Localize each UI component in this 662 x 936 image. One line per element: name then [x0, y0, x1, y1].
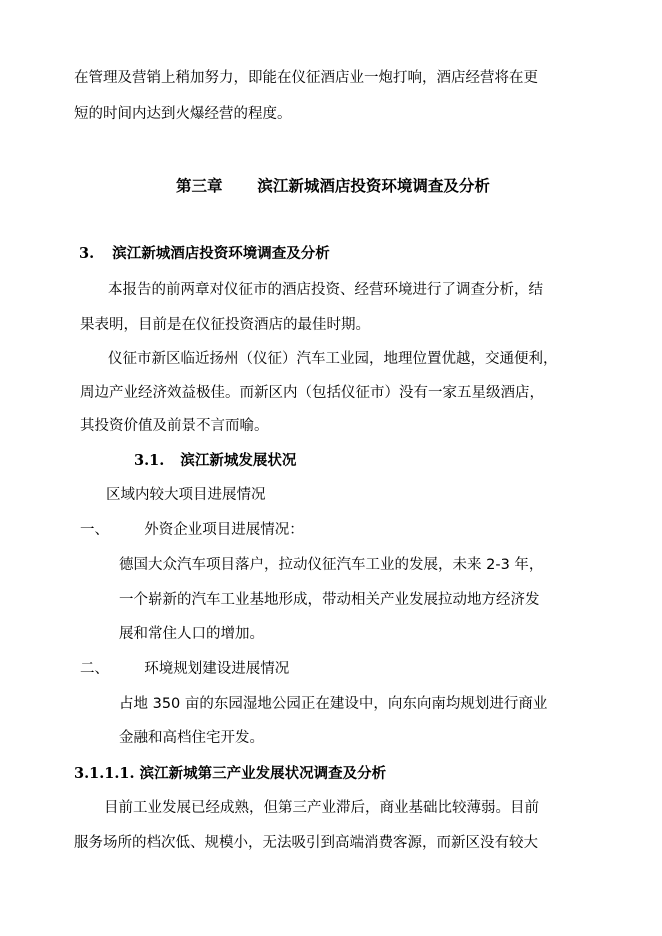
projects-subheading: 区域内较大项目进展情况 [106, 487, 266, 503]
list-item-1-line-3: 展和常住人口的增加。 [119, 626, 264, 642]
report-paragraph-line-1: 本报告的前两章对仪征市的酒店投资、经营环境进行了调查分析，结 [108, 282, 543, 298]
list-item-1-line-2: 一个崭新的汽车工业基地形成，带动相关产业发展拉动地方经济发 [119, 592, 540, 608]
new-district-paragraph-line-3: 其投资价值及前景不言而喻。 [80, 418, 269, 434]
chapter-title: 滨江新城酒店投资环境调查及分析 [257, 177, 490, 195]
section-3-1-1-1-heading [74, 764, 386, 784]
section-3-1-1-1-number: 3.1.1.1. [74, 765, 135, 782]
section-3-1-1-1-title: 滨江新城第三产业发展状况调查及分析 [139, 766, 387, 782]
chapter-heading [176, 176, 490, 196]
new-district-paragraph-line-1: 仪征市新区临近扬州（仪征）汽车工业园，地理位置优越，交通便利， [108, 351, 558, 367]
list-item-2-heading [80, 659, 289, 679]
list-item-2-line-1: 占地 350 亩的东园湿地公园正在建设中，向东向南均规划进行商业 [119, 696, 548, 712]
tertiary-paragraph-line-1: 目前工业发展已经成熟，但第三产业滞后，商业基础比较薄弱。目前 [104, 800, 539, 816]
section-3-1-heading [134, 451, 296, 471]
section-3-1-number: 3.1. [134, 452, 165, 469]
new-district-paragraph-line-2: 周边产业经济效益极佳。而新区内（包括仪征市）没有一家五星级酒店， [80, 385, 544, 401]
list-item-1-line-1: 德国大众汽车项目落户，拉动仪征汽车工业的发展，未来 2-3 年， [119, 557, 544, 573]
paragraph-top-line-2: 短的时间内达到火爆经营的程度。 [74, 106, 292, 122]
section-3-1-title: 滨江新城发展状况 [180, 453, 297, 469]
paragraph-top-line-1: 在管理及营销上稍加努力，即能在仪征酒店业一炮打响，酒店经营将在更 [74, 70, 538, 86]
tertiary-paragraph-line-2: 服务场所的档次低、规模小，无法吸引到高端消费客源，而新区没有较大 [74, 835, 538, 851]
list-item-1-marker: 一、 [80, 522, 109, 538]
section-3-number: 3. [79, 245, 95, 262]
section-3-title: 滨江新城酒店投资环境调查及分析 [112, 246, 330, 262]
list-item-2-title: 环境规划建设进展情况 [144, 661, 290, 677]
list-item-1-title: 外资企业项目进展情况： [144, 522, 304, 538]
section-3-heading [79, 244, 330, 264]
report-paragraph-line-2: 果表明，目前是在仪征投资酒店的最佳时期。 [80, 317, 370, 333]
list-item-1-heading [80, 520, 304, 540]
list-item-2-line-2: 金融和高档住宅开发。 [119, 730, 264, 746]
chapter-number: 第三章 [176, 177, 223, 195]
list-item-2-marker: 二、 [80, 661, 109, 677]
